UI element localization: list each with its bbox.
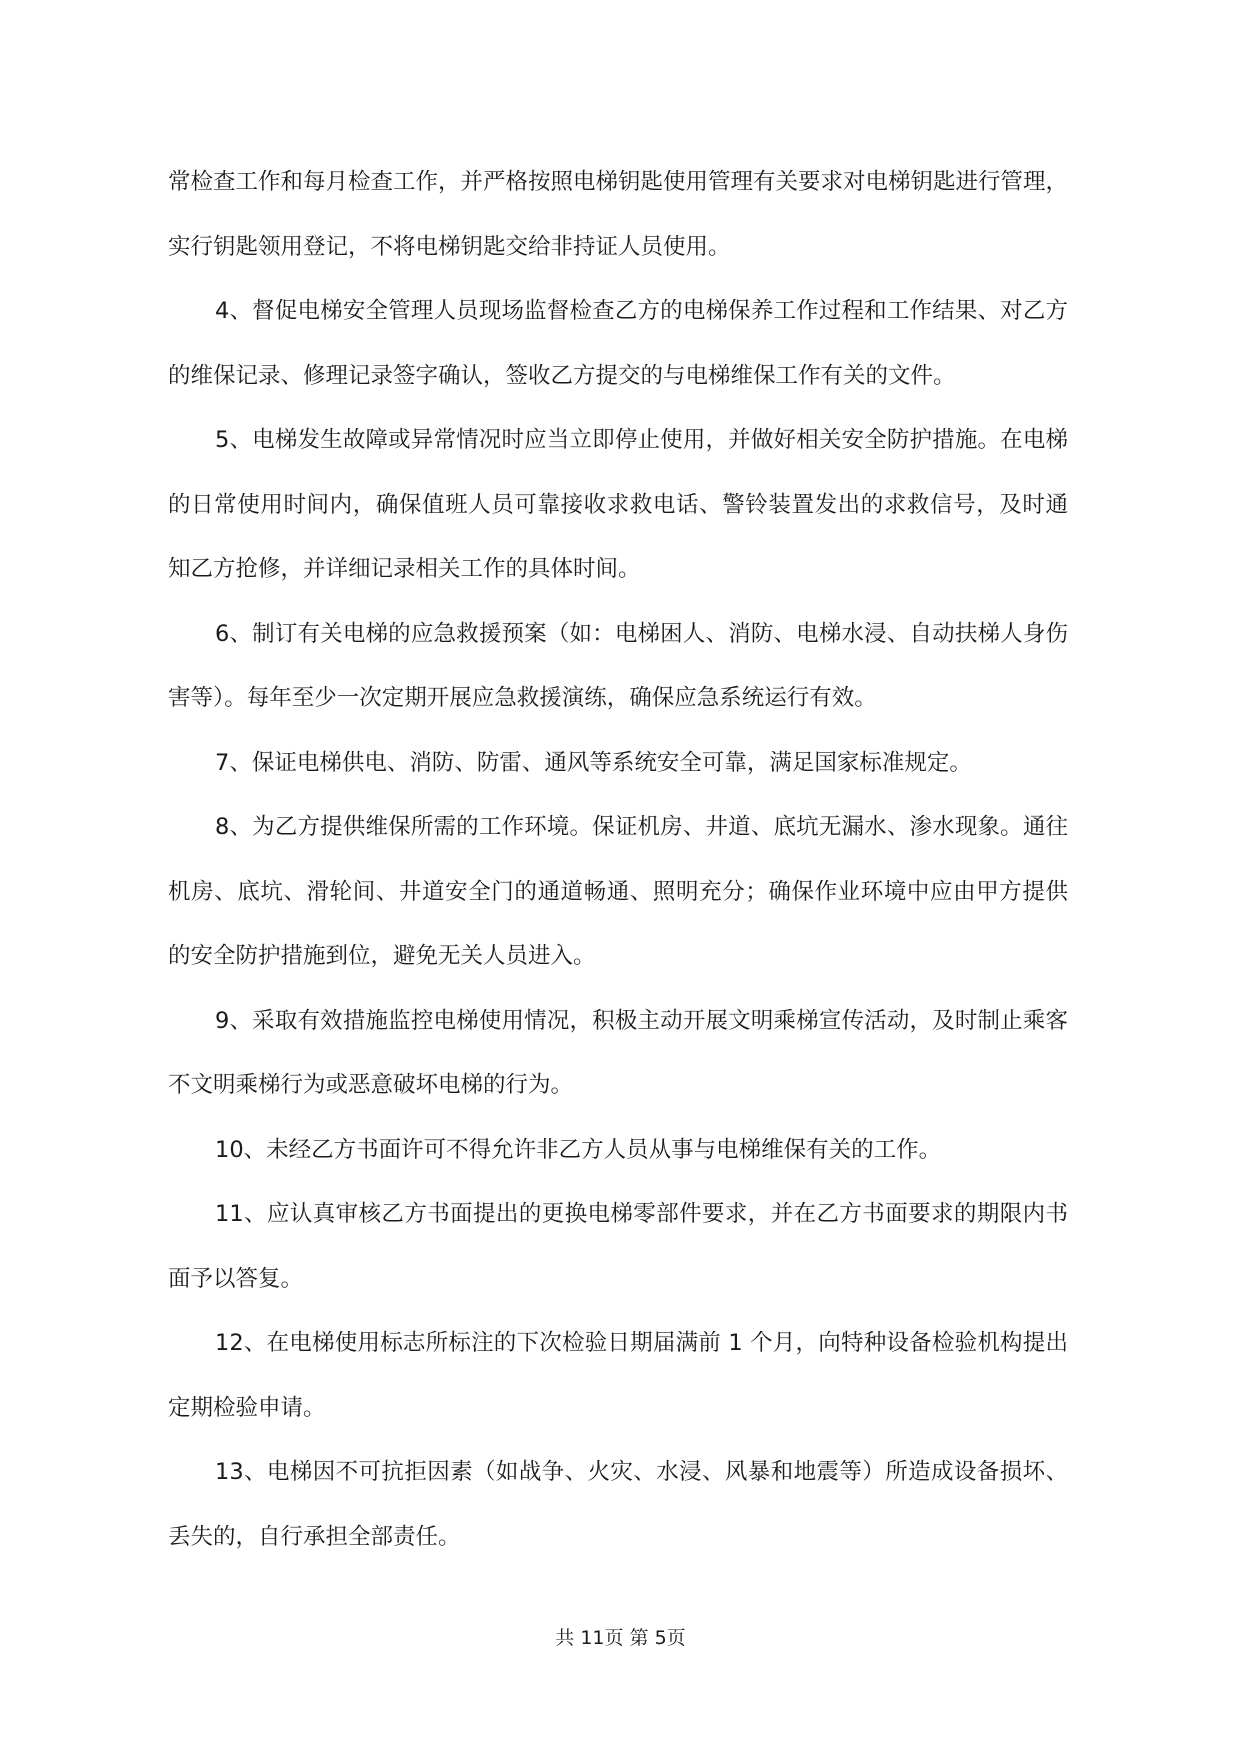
text-line: 12、在电梯使用标志所标注的下次检验日期届满前 1 个月，向特种设备检验机构提出 <box>215 1330 1068 1356</box>
text-line: 丢失的，自行承担全部责任。 <box>168 1523 461 1550</box>
text-line: 实行钥匙领用登记，不将电梯钥匙交给非持证人员使用。 <box>168 233 731 260</box>
text-line: 6、制订有关电梯的应急救援预案（如：电梯困人、消防、电梯水浸、自动扶梯人身伤 <box>215 620 1068 647</box>
text-line: 定期检验申请。 <box>168 1394 326 1421</box>
text-line: 13、电梯因不可抗拒因素（如战争、火灾、水浸、风暴和地震等）所造成设备损坏、 <box>215 1459 1068 1485</box>
text-line: 的日常使用时间内，确保值班人员可靠接收求救电话、警铃装置发出的求救信号，及时通 <box>168 491 1068 518</box>
text-line: 7、保证电梯供电、消防、防雷、通风等系统安全可靠，满足国家标准规定。 <box>215 749 972 776</box>
text-line: 常检查工作和每月检查工作，并严格按照电梯钥匙使用管理有关要求对电梯钥匙进行管理， <box>168 169 1068 195</box>
text-line: 8、为乙方提供维保所需的工作环境。保证机房、井道、底坑无漏水、渗水现象。通往 <box>215 814 1068 840</box>
text-line: 5、电梯发生故障或异常情况时应当立即停止使用，并做好相关安全防护措施。在电梯 <box>215 427 1068 453</box>
text-line: 10、未经乙方书面许可不得允许非乙方人员从事与电梯维保有关的工作。 <box>215 1136 942 1163</box>
text-line: 4、督促电梯安全管理人员现场监督检查乙方的电梯保养工作过程和工作结果、对乙方 <box>215 298 1068 324</box>
text-line: 11、应认真审核乙方书面提出的更换电梯零部件要求，并在乙方书面要求的期限内书 <box>215 1201 1068 1227</box>
text-line: 不文明乘梯行为或恶意破坏电梯的行为。 <box>168 1072 574 1098</box>
text-line: 害等）。每年至少一次定期开展应急救援演练，确保应急系统运行有效。 <box>168 685 877 711</box>
contract-body-text <box>168 150 1068 1569</box>
page-footer: 共 11页 第 5页 <box>555 1627 686 1649</box>
text-line: 机房、底坑、滑轮间、井道安全门的通道畅通、照明充分；确保作业环境中应由甲方提供 <box>168 878 1068 905</box>
text-line: 的维保记录、修理记录签字确认，签收乙方提交的与电梯维保工作有关的文件。 <box>168 362 956 389</box>
text-line: 9、采取有效措施监控电梯使用情况，积极主动开展文明乘梯宣传活动，及时制止乘客 <box>215 1007 1068 1034</box>
text-line: 面予以答复。 <box>168 1265 304 1292</box>
text-line: 知乙方抢修，并详细记录相关工作的具体时间。 <box>168 556 641 582</box>
text-line: 的安全防护措施到位，避免无关人员进入。 <box>168 943 596 969</box>
